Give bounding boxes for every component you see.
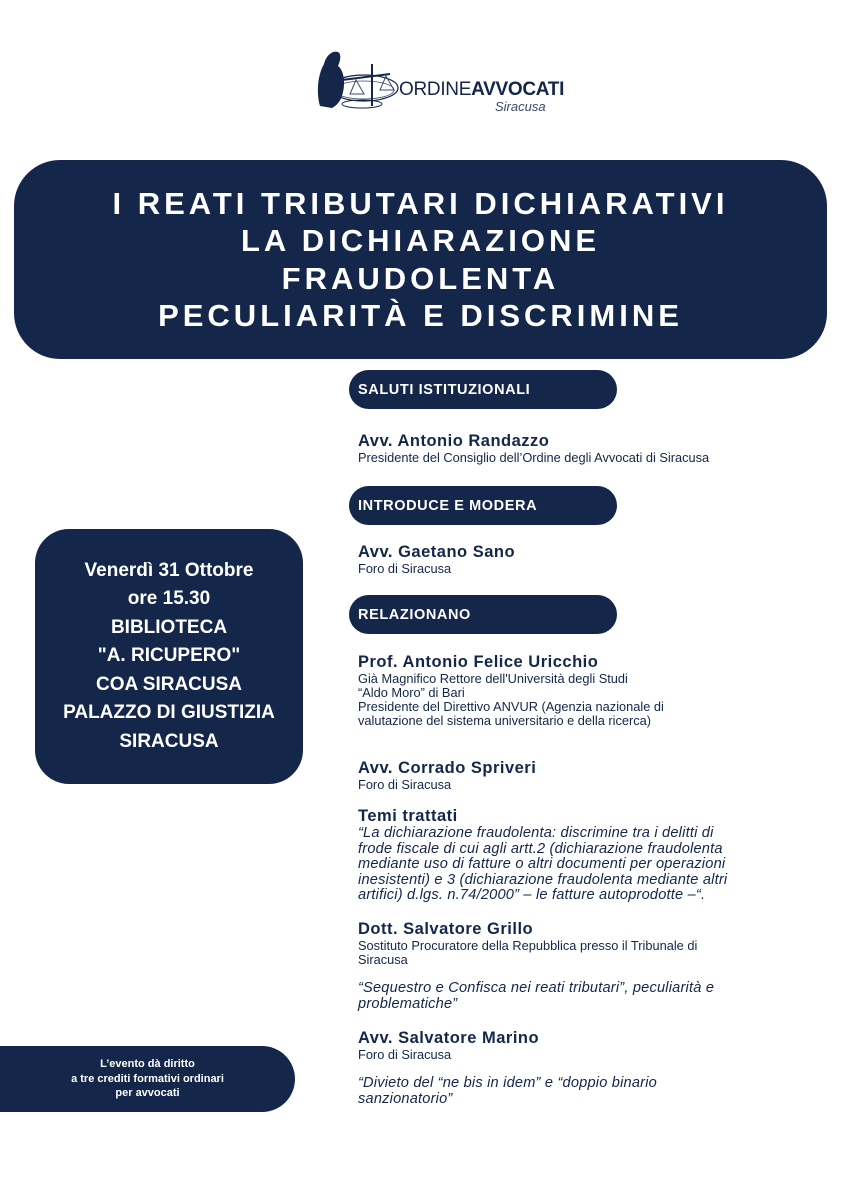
section-pill-modera: INTRODUCE E MODERA [349,486,617,525]
logo-wordmark [399,80,564,99]
topic-line: problematiche” [358,995,458,1012]
speaker-sano [358,543,808,576]
scales-of-justice-icon [312,44,402,116]
credits-line: L’evento dà diritto [100,1058,195,1071]
speaker-role: Presidente del Consiglio dell’Ordine degli Avvocati di Siracusa [358,450,710,465]
speaker-name: Avv. Corrado Spriveri [358,759,537,777]
topic-line: frode fiscale di cui agli artt.2 (dichiarazione fraudolenta [358,840,723,857]
credits-box [0,1046,295,1112]
logo-city: Siracusa [495,99,546,114]
logo-word-ordine: ORDINE [399,79,472,100]
ordine-avvocati-logo [312,40,565,120]
speaker-spriveri [358,759,808,792]
speaker-marino [358,1029,808,1107]
speaker-grillo [358,920,808,1012]
event-date: Venerdì 31 Ottobre [84,559,254,581]
credits-note [71,1057,224,1101]
speaker-role-line: Già Magnifico Rettore dell'Università degli Studi [358,671,628,686]
speaker-role: Foro di Siracusa [358,1047,452,1062]
event-venue-line: SIRACUSA [119,730,219,752]
topics-heading: Temi trattati [358,807,458,825]
topic-line: sanzionatorio” [358,1090,453,1107]
speaker-name: Avv. Salvatore Marino [358,1029,540,1047]
topic-line: mediante uso di fatture o altri documenti per operazioni [358,856,726,872]
speaker-role-line: valutazione del sistema universitario e della ricerca) [358,713,652,728]
logo-word-avvocati: AVVOCATI [471,79,565,100]
speaker-uricchio [358,653,808,728]
title-line: PECULIARITÀ E DISCRIMINE [158,298,683,333]
title-line: I REATI TRIBUTARI DICHIARATIVI [112,185,729,221]
topic-line: “Sequestro e Confisca nei reati tributari”, peculiarità e [358,980,715,996]
credits-line: a tre crediti formativi ordinari [71,1072,224,1085]
speaker-role: Foro di Siracusa [358,777,452,792]
title-line: LA DICHIARAZIONE [240,223,601,258]
speaker-role-line: “Aldo Moro” di Bari [358,685,465,700]
speaker-randazzo [358,432,808,465]
speaker-role-line: Sostituto Procuratore della Repubblica presso il Tribunale di [358,938,698,953]
section-pill-relazionano: RELAZIONANO [349,595,617,634]
event-title [113,185,729,335]
event-time: ore 15.30 [127,588,211,610]
speaker-name: Avv. Antonio Randazzo [358,432,550,450]
speaker-name: Avv. Gaetano Sano [358,543,516,561]
event-venue-line: COA SIRACUSA [95,673,243,695]
section-pill-saluti: SALUTI ISTITUZIONALI [349,370,617,409]
speaker-role: Foro di Siracusa [358,561,452,576]
event-venue-line: "A. RICUPERO" [97,645,241,667]
speaker-role-line: Presidente del Direttivo ANVUR (Agenzia nazionale di [358,699,664,714]
event-venue-line: PALAZZO DI GIUSTIZIA [63,702,275,724]
event-venue-line: BIBLIOTECA [110,616,228,638]
event-details [63,557,275,757]
topic-line: “Divieto del “ne bis in idem” e “doppio binario [358,1075,657,1091]
speaker-role-line: Siracusa [358,952,408,967]
topics-block [358,807,808,904]
title-line: FRAUDOLENTA [281,260,560,296]
topic-line: artifici) d.lgs. n.74/2000” – le fatture autoprodotte –“. [358,887,706,903]
speaker-name: Dott. Salvatore Grillo [358,920,534,938]
credits-line: per avvocati [115,1087,180,1100]
event-info-box [35,529,303,784]
speaker-name: Prof. Antonio Felice Uricchio [358,653,599,671]
title-banner [14,160,827,359]
topic-line: inesistenti) e 3 (dichiarazione fraudolenta mediante altri [358,871,728,888]
topic-line: “La dichiarazione fraudolenta: discrimine tra i delitti di [358,825,714,841]
